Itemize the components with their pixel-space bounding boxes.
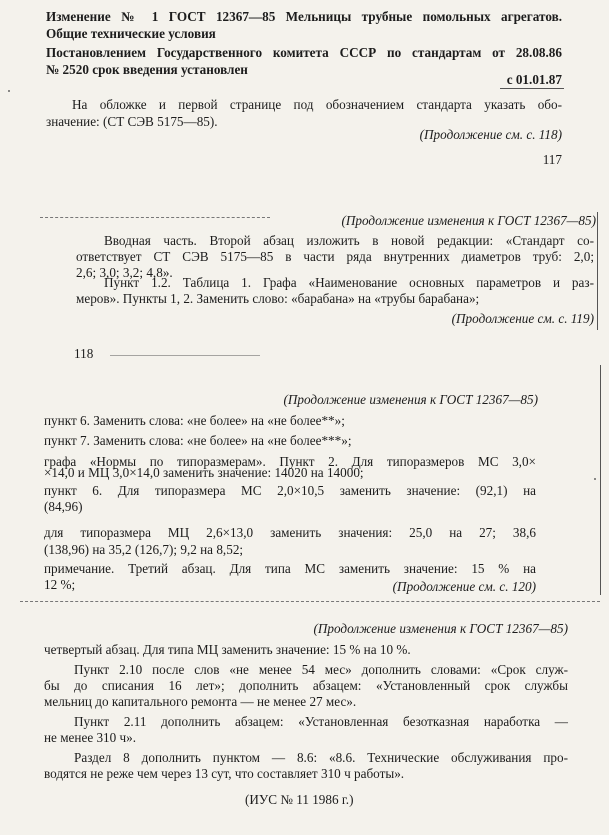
scan-speck (8, 90, 10, 92)
page-number-117: 117 (542, 152, 562, 167)
section2-paragraph2-line2: меров». Пункты 1, 2. Заменить слово: «барабана» на «трубы барабана»; (76, 291, 480, 306)
section2-paragraph1-line2: ответствует СТ СЭВ 5175—85 в части ряда внутренних диаметров труб: 2,0; (76, 249, 594, 264)
section4-line8: водятся не реже чем через 13 сут, что составляет 310 ч работы». (44, 766, 405, 781)
header-title-line2: Общие технические условия (46, 26, 216, 41)
footer-citation: (ИУС № 11 1986 г.) (245, 792, 354, 807)
section3-line1: пункт 6. Заменить слова: «не более» на «не более**»; (44, 413, 345, 428)
section3-line3: графа «Нормы по типоразмерам». Пункт 2. Для типоразмеров МС 3,0× (44, 454, 536, 469)
section4-line1: четвертый абзац. Для типа МЦ заменить значение: 15 % на 10 %. (44, 642, 411, 657)
section2-paragraph2-line1: Пункт 1.2. Таблица 1. Графа «Наименование основных параметров и раз- (104, 275, 594, 290)
section3-line10: 12 %; (44, 577, 76, 592)
section2-right-edge (597, 212, 598, 330)
section2-header: (Продолжение изменения к ГОСТ 12367—85) (341, 213, 596, 228)
section4-line4: мельниц до капитального ремонта — не менее 27 мес». (44, 694, 357, 709)
page-number-118: 118 (74, 346, 94, 361)
section2-paragraph1-line3: 2,6; 3,0; 3,2; 4,8». (76, 265, 173, 280)
section2-top-rule (40, 217, 270, 218)
header-resolution-line1: Постановлением Государственного комитета СССР по стандартам от 28.08.86 (46, 45, 562, 60)
section3-line4: ×14,0 и МЦ 3,0×14,0 заменить значение: 14020 на 14000; (44, 465, 364, 480)
section2-continuation: (Продолжение см. с. 119) (451, 311, 594, 326)
section3-bottom-rule (20, 601, 600, 602)
section3-line9: примечание. Третий абзац. Для типа МС заменить значение: 15 % на (44, 561, 536, 576)
section4-line7: Раздел 8 дополнить пунктом — 8.6: «8.6. Технические обслуживания про- (74, 750, 568, 765)
section4-line3: бы до списания 16 лет»; дополнить абзацем: «Установленный срок службы (44, 678, 568, 693)
header-resolution-line2: № 2520 срок введения установлен (46, 62, 248, 77)
section1-continuation: (Продолжение см. с. 118) (419, 127, 562, 142)
section3-continuation: (Продолжение см. с. 120) (392, 579, 536, 594)
section3-header: (Продолжение изменения к ГОСТ 12367—85) (283, 392, 538, 407)
date-underline (500, 88, 564, 89)
section3-line6: (84,96) (44, 499, 83, 514)
section3-line2: пункт 7. Заменить слова: «не более» на «не более***»; (44, 433, 352, 448)
section3-right-edge (600, 365, 601, 595)
scan-speck (594, 478, 596, 480)
section4-line5: Пункт 2.11 дополнить абзацем: «Установленная безотказная наработка — (74, 714, 568, 729)
section4-line6: не менее 310 ч». (44, 730, 137, 745)
section2-paragraph1-line1: Вводная часть. Второй абзац изложить в новой редакции: «Стандарт со- (104, 233, 594, 248)
page118-faint-rule (110, 355, 260, 356)
section4-line2: Пункт 2.10 после слов «не менее 54 мес» дополнить словами: «Срок служ- (74, 662, 568, 677)
effective-date: с 01.01.87 (506, 72, 562, 87)
section3-line5: пункт 6. Для типоразмера МС 2,0×10,5 заменить значение: (92,1) на (44, 483, 536, 498)
section3-line7: для типоразмера МЦ 2,6×13,0 заменить значения: 25,0 на 27; 38,6 (44, 525, 536, 540)
section1-paragraph-line2: значение: (СТ СЭВ 5175—85). (46, 114, 218, 129)
header-title-line1: Изменение № 1 ГОСТ 12367—85 Мельницы трубные помольных агрегатов. (46, 9, 562, 24)
section1-paragraph-line1: На обложке и первой странице под обозначением стандарта указать обо- (72, 97, 562, 112)
section4-header: (Продолжение изменения к ГОСТ 12367—85) (313, 621, 568, 636)
section3-line8: (138,96) на 35,2 (126,7); 9,2 на 8,52; (44, 542, 244, 557)
